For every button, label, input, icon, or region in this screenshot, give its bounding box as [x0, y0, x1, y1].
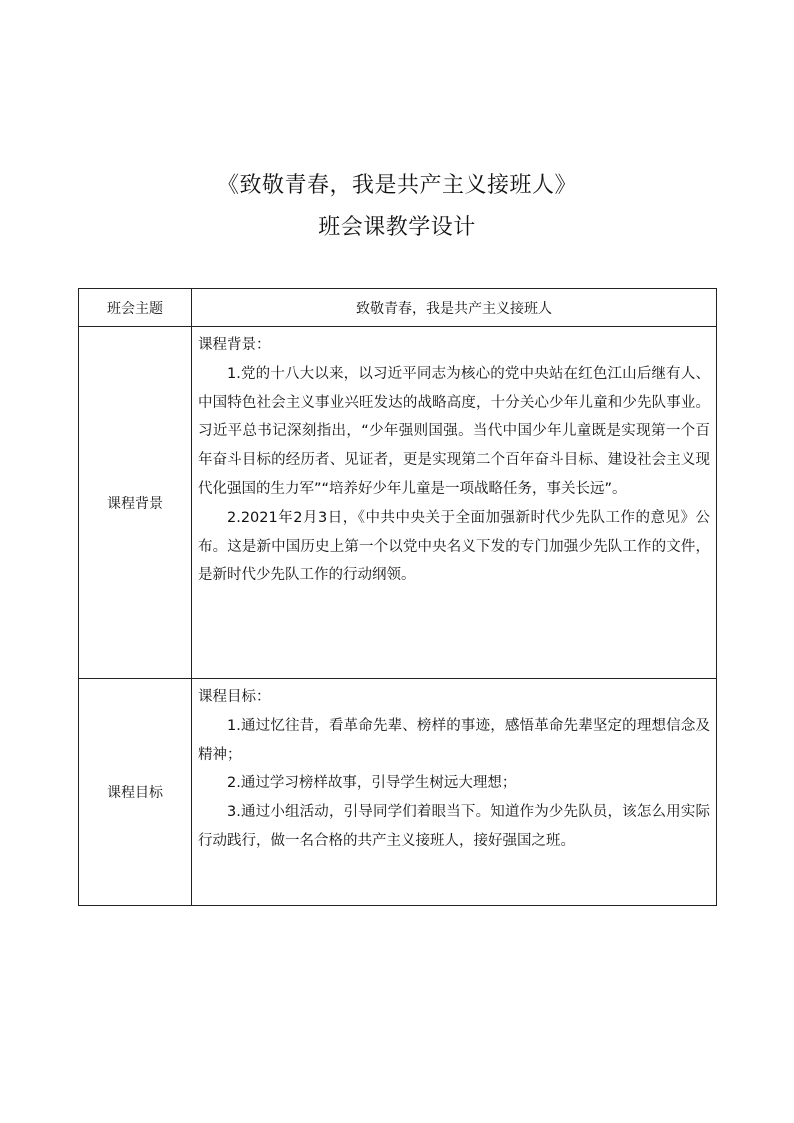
goal-paragraph-3: 3.通过小组活动，引导同学们着眼当下。知道作为少先队员，该怎么用实际行动践行，做一名合格的共产主义接班人，接好强国之班。 — [198, 804, 710, 849]
goal-label: 课程目标 — [79, 679, 192, 906]
document-subtitle: 班会课教学设计 — [318, 215, 476, 240]
background-row — [79, 327, 717, 679]
goal-content — [192, 679, 717, 906]
goal-row — [79, 679, 717, 906]
goal-paragraph-2: 2.通过学习榜样故事，引导学生树远大理想； — [227, 775, 517, 792]
background-paragraph-1: 1.党的十八大以来，以习近平同志为核心的党中央站在红色江山后继有人、中国特色社会主义事业兴旺发达的战略高度，十分关心少年儿童和少先队事业。习近平总书记深刻指出，“少年强则国强。当代中国少年儿童既是实现第一个百年奋斗目标的经历者、见证者，更是实现第二个百年奋斗目标、建设社会主义现代化强国的生力军”“培养好少年儿童是一项战略任务，事关长远”。 — [198, 365, 710, 497]
theme-label: 班会主题 — [79, 289, 192, 327]
background-label: 课程背景 — [79, 327, 192, 679]
background-paragraph-2: 2.2021年2月3日，《中共中央关于全面加强新时代少先队工作的意见》公布。这是新中国历史上第一个以党中央名义下发的专门加强少先队工作的文件，是新时代少先队工作的行动纲领。 — [198, 509, 710, 584]
lesson-plan-table — [78, 288, 717, 906]
goal-heading: 课程目标： — [198, 689, 271, 705]
document-title: 《致敬青春，我是共产主义接班人》 — [216, 173, 577, 198]
background-heading: 课程背景： — [198, 337, 271, 353]
theme-row — [79, 289, 717, 327]
background-content — [192, 327, 717, 679]
theme-value: 致敬青春，我是共产主义接班人 — [192, 289, 717, 327]
goal-paragraph-1: 1.通过忆往昔，看革命先辈、榜样的事迹，感悟革命先辈坚定的理想信念及精神； — [198, 717, 710, 763]
